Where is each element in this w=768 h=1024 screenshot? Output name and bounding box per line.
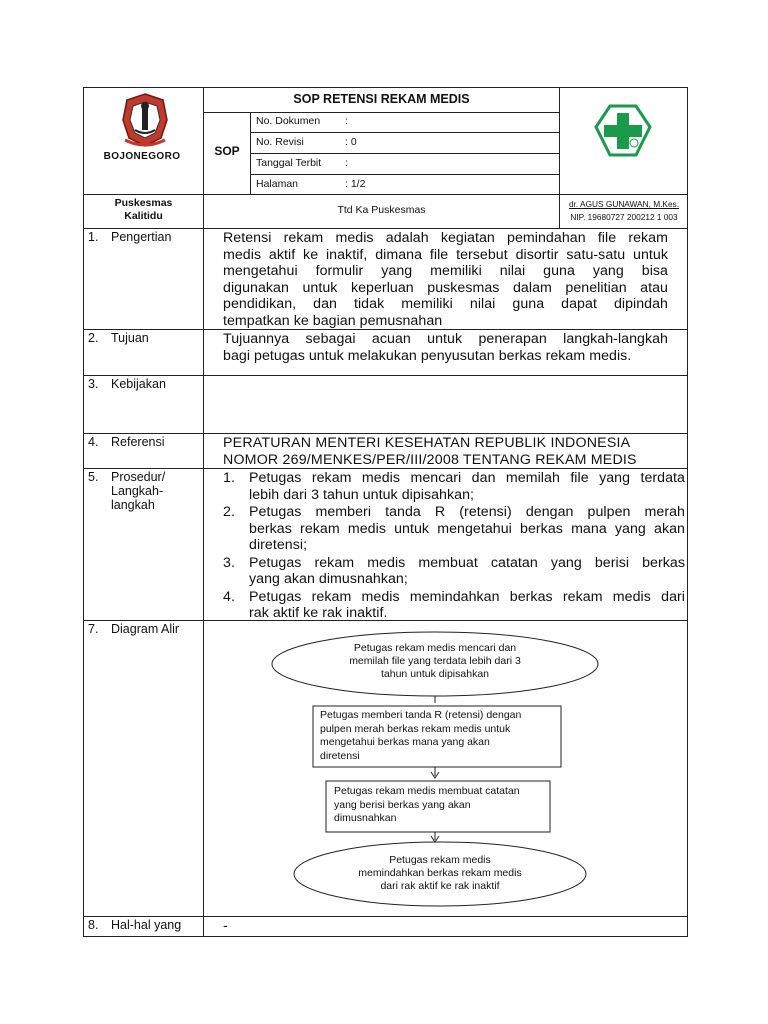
- section-2-title: Tujuan: [111, 331, 149, 345]
- section-3-number: 3.: [88, 377, 99, 391]
- section-1-number: 1.: [88, 230, 99, 244]
- meta-label-dokumen: No. Dokumen: [256, 115, 321, 127]
- bojonegoro-label: BOJONEGORO: [103, 151, 181, 162]
- puskesmas-line2: Kalitidu: [124, 209, 163, 222]
- section-8-number: 8.: [88, 918, 99, 932]
- puskesmas-line1: Puskesmas: [114, 197, 173, 209]
- meta-value-halaman: : 1/2: [345, 178, 366, 190]
- section-4-number: 4.: [88, 435, 99, 449]
- step-3: 3. Petugas rekam medis membuat catatan yang berisi berkas yang akan dimusnahkan;: [223, 554, 685, 587]
- signature-label: Ttd Ka Puskesmas: [337, 204, 426, 216]
- section-1-title: Pengertian: [111, 230, 172, 244]
- flow-node-3-text: Petugas rekam medis membuat catatan yang berisi berkas yang akan dimusnahkan: [334, 785, 520, 824]
- section-3-title: Kebijakan: [111, 377, 166, 391]
- doctor-name: dr. AGUS GUNAWAN, M.Kes.: [568, 199, 680, 209]
- meta-value-dokumen: :: [345, 115, 348, 127]
- flow-node-4-text: Petugas rekam medis memindahkan berkas rekam medis dari rak aktif ke rak inaktif: [358, 854, 522, 892]
- meta-value-revisi: : 0: [345, 136, 357, 148]
- section-8-value: -: [223, 918, 228, 934]
- meta-label-halaman: Halaman: [256, 178, 299, 190]
- section-4-title: Referensi: [111, 435, 165, 449]
- section-7-number: 7.: [88, 622, 99, 636]
- step-1: 1. Petugas rekam medis mencari dan memilah file yang terdata lebih dari 3 tahun untuk dipisahkan;: [223, 470, 685, 503]
- document-title: SOP RETENSI REKAM MEDIS: [293, 92, 470, 106]
- section-5-number: 5.: [88, 470, 99, 484]
- meta-value-tanggal: :: [345, 157, 348, 169]
- doctor-nip: NIP. 19680727 200212 1 003: [570, 212, 678, 222]
- flow-node-2-text: Petugas memberi tanda R (retensi) dengan pulpen merah berkas rekam medis untuk mengetahui berkas mana yang akan diretensi: [320, 709, 522, 762]
- section-5-title: Prosedur/ Langkah- langkah: [111, 470, 166, 512]
- section-4-text: PERATURAN MENTERI KESEHATAN REPUBLIK INDONESIA NOMOR 269/MENKES/PER/III/2008 TENTANG REKAM MEDIS: [223, 435, 637, 468]
- section-1-text: Retensi rekam medis adalah kegiatan pemindahan file rekam medis aktif ke inaktif, dimana file tersebut disortir satu-satu untuk mengetahui formulir yang memiliki nilai guna yang bisa digunakan untuk keperluan puskesmas dalam penelitian atau pendidikan, dan tidak memiliki nilai guna dapat dipindah tempatkan ke bagian pemusnahan: [223, 230, 668, 329]
- section-8-title: Hal-hal yang: [111, 918, 182, 932]
- section-2-text: Tujuannya sebagai acuan untuk penerapan langkah-langkah bagi petugas untuk melakukan penyusutan berkas rekam medis.: [223, 331, 668, 364]
- meta-label-tanggal: Tanggal Terbit: [256, 157, 322, 169]
- meta-label-revisi: No. Revisi: [256, 136, 304, 148]
- sop-label: SOP: [214, 144, 240, 158]
- step-2: 2. Petugas memberi tanda R (retensi) dengan pulpen merah berkas rekam medis untuk mengetahui berkas mana yang akan diretensi;: [223, 504, 685, 553]
- section-7-title: Diagram Alir: [111, 622, 180, 636]
- step-4: 4. Petugas rekam medis memindahkan berkas rekam medis dari rak aktif ke rak inaktif.: [223, 588, 685, 621]
- flow-node-1-text: Petugas rekam medis mencari dan memilah file yang terdata lebih dari 3 tahun untuk dipisahkan: [349, 642, 521, 680]
- section-2-number: 2.: [88, 331, 99, 345]
